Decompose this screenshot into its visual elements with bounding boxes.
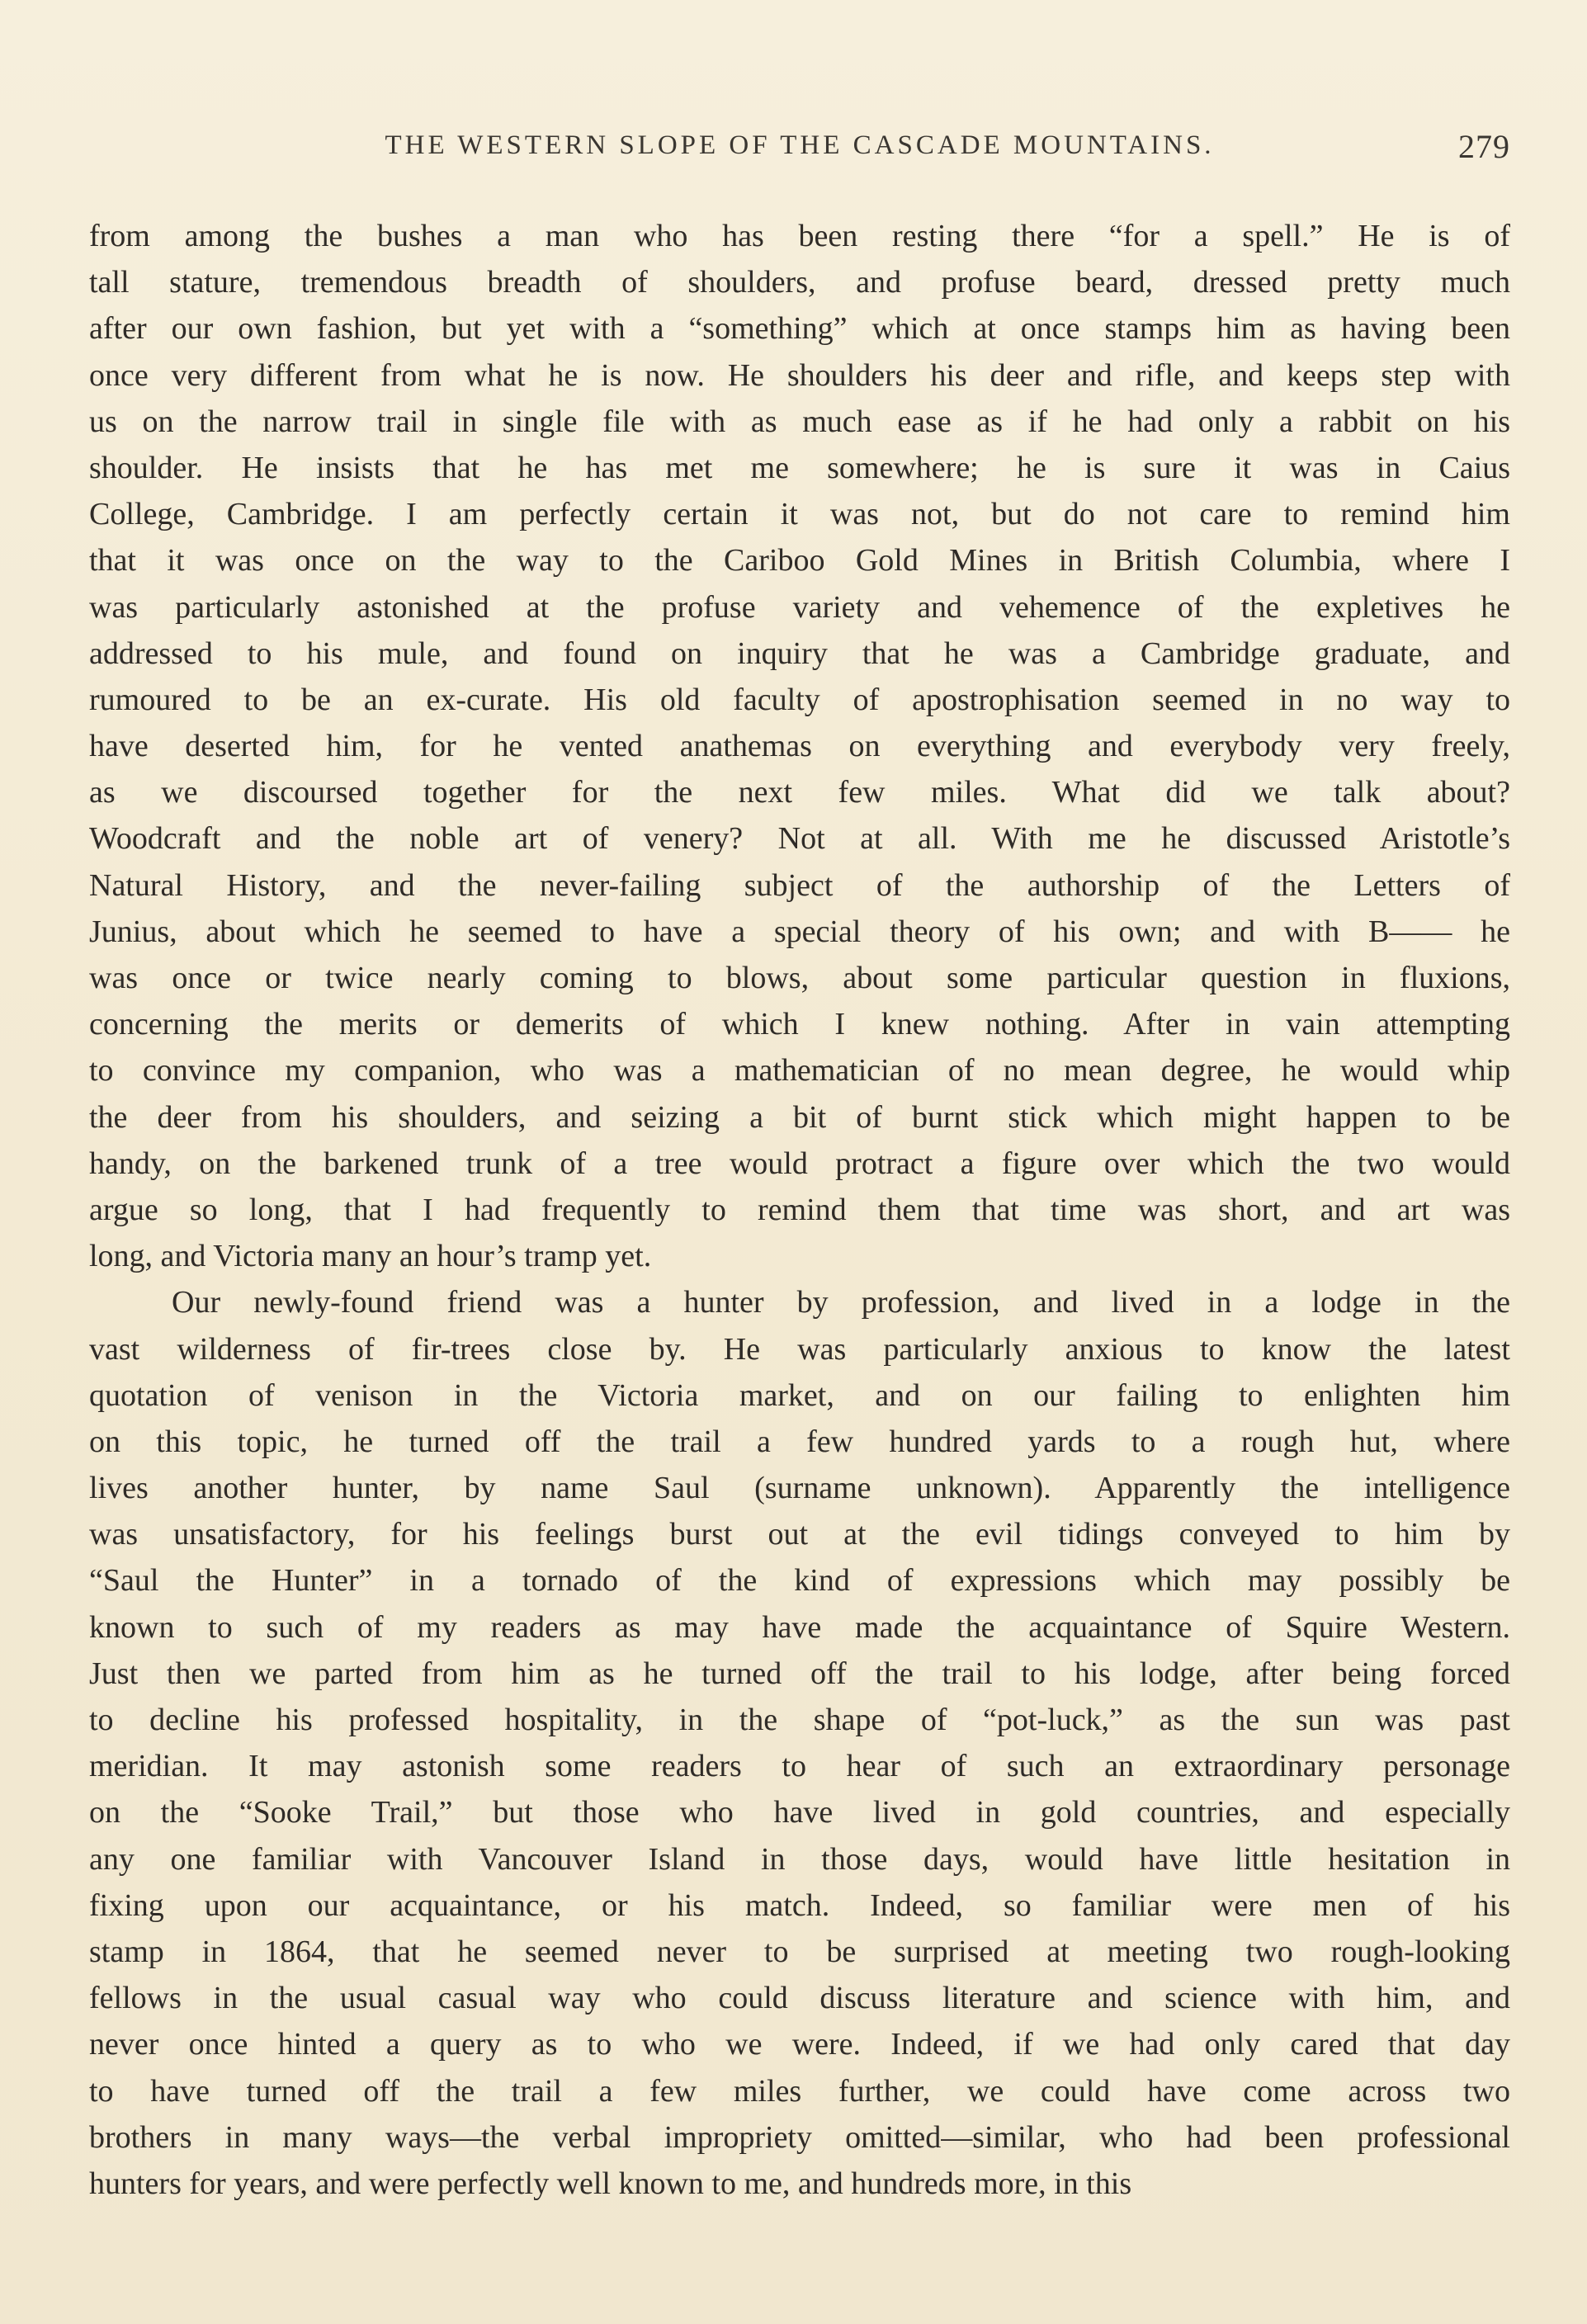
text-line: rumoured to be an ex-curate. His old faculty of apostrophisation seemed in no way to <box>89 682 1510 717</box>
text-line: to convince my companion, who was a mathematician of no mean degree, he would whip <box>89 1053 1510 1089</box>
text-line: Natural History, and the never-failing subject of the authorship of the Letters of <box>89 867 1510 903</box>
text-line: College, Cambridge. I am perfectly certain it was not, but do not care to remind him <box>89 497 1510 532</box>
text-line: on this topic, he turned off the trail a few hundred yards to a rough hut, where <box>89 1424 1510 1459</box>
text-line: was once or twice nearly coming to blows, about some particular question in fluxions, <box>89 961 1510 995</box>
text-line: Just then we parted from him as he turned off the trail to his lodge, after being forced <box>89 1656 1510 1691</box>
text-line: the deer from his shoulders, and seizing a bit of burnt stick which might happen to be <box>89 1099 1510 1135</box>
text-line: argue so long, that I had frequently to remind them that time was short, and art was <box>89 1192 1510 1227</box>
text-line: handy, on the barkened trunk of a tree would protract a figure over which the two would <box>89 1145 1510 1181</box>
paragraph <box>89 213 1510 1279</box>
text-line: Woodcraft and the noble art of venery? Not at all. With me he discussed Aristotle’s <box>89 821 1510 857</box>
text-line: Our newly-found friend was a hunter by profession, and lived in a lodge in the <box>172 1285 1510 1320</box>
text-line: vast wilderness of fir-trees close by. He was particularly anxious to know the latest <box>89 1331 1510 1367</box>
text-line: Junius, about which he seemed to have a special theory of his own; and with B—— he <box>89 914 1510 949</box>
text-line: hunters for years, and were perfectly well known to me, and hundreds more, in this <box>89 2166 1132 2201</box>
page-number: 279 <box>1458 128 1510 165</box>
text-line: meridian. It may astonish some readers to hear of such an extraordinary personage <box>89 1749 1510 1784</box>
running-title: THE WESTERN SLOPE OF THE CASCADE MOUNTAINS. <box>385 130 1215 160</box>
text-line: any one familiar with Vancouver Island in those days, would have little hesitation in <box>89 1841 1510 1877</box>
text-line: stamp in 1864, that he seemed never to be surprised at meeting two rough-looking <box>89 1934 1510 1969</box>
text-line: have deserted him, for he vented anathemas on everything and everybody very freely, <box>89 729 1510 764</box>
text-line: concerning the merits or demerits of which I knew nothing. After in vain attempting <box>89 1007 1510 1042</box>
text-line: known to such of my readers as may have made the acquaintance of Squire Western. <box>89 1609 1510 1645</box>
text-line: lives another hunter, by name Saul (surname unknown). Apparently the intelligence <box>89 1471 1510 1506</box>
text-line: fixing upon our acquaintance, or his match. Indeed, so familiar were men of his <box>89 1887 1510 1923</box>
text-line: “Saul the Hunter” in a tornado of the kind of expressions which may possibly be <box>89 1563 1510 1599</box>
text-line: from among the bushes a man who has been resting there “for a spell.” He is of <box>89 219 1510 253</box>
text-line: once very different from what he is now. He shoulders his deer and rifle, and keeps step with <box>89 357 1510 393</box>
text-line: on the “Sooke Trail,” but those who have lived in gold countries, and especially <box>89 1795 1510 1830</box>
text-line: was unsatisfactory, for his feelings burst out at the evil tidings conveyed to him by <box>89 1517 1510 1552</box>
text-line: shoulder. He insists that he has met me somewhere; he is sure it was in Caius <box>89 450 1510 485</box>
paragraph <box>89 1279 1510 2207</box>
text-line: to have turned off the trail a few miles further, we could have come across two <box>89 2073 1510 2109</box>
text-line: that it was once on the way to the Cariboo Gold Mines in British Columbia, where I <box>89 543 1510 579</box>
text-line: long, and Victoria many an hour’s tramp yet. <box>89 1239 652 1274</box>
text-line: was particularly astonished at the profuse variety and vehemence of the expletives he <box>89 589 1510 625</box>
text-line: brothers in many ways—the verbal impropriety omitted—similar, who had been professional <box>89 2119 1510 2155</box>
text-line: quotation of venison in the Victoria market, and on our failing to enlighten him <box>89 1377 1510 1413</box>
text-line: fellows in the usual casual way who could discuss literature and science with him, and <box>89 1981 1510 2016</box>
text-line: tall stature, tremendous breadth of shoulders, and profuse beard, dressed pretty much <box>89 265 1510 300</box>
text-line: after our own fashion, but yet with a “something” which at once stamps him as having been <box>89 311 1510 347</box>
text-line: addressed to his mule, and found on inquiry that he was a Cambridge graduate, and <box>89 635 1510 671</box>
text-line: us on the narrow trail in single file with as much ease as if he had only a rabbit on his <box>89 404 1510 439</box>
running-head <box>89 130 1510 180</box>
text-line: as we discoursed together for the next few miles. What did we talk about? <box>89 775 1510 810</box>
body-text <box>89 213 1510 2235</box>
text-line: never once hinted a query as to who we were. Indeed, if we had only cared that day <box>89 2027 1510 2062</box>
text-line: to decline his professed hospitality, in the shape of “pot-luck,” as the sun was past <box>89 1703 1510 1737</box>
